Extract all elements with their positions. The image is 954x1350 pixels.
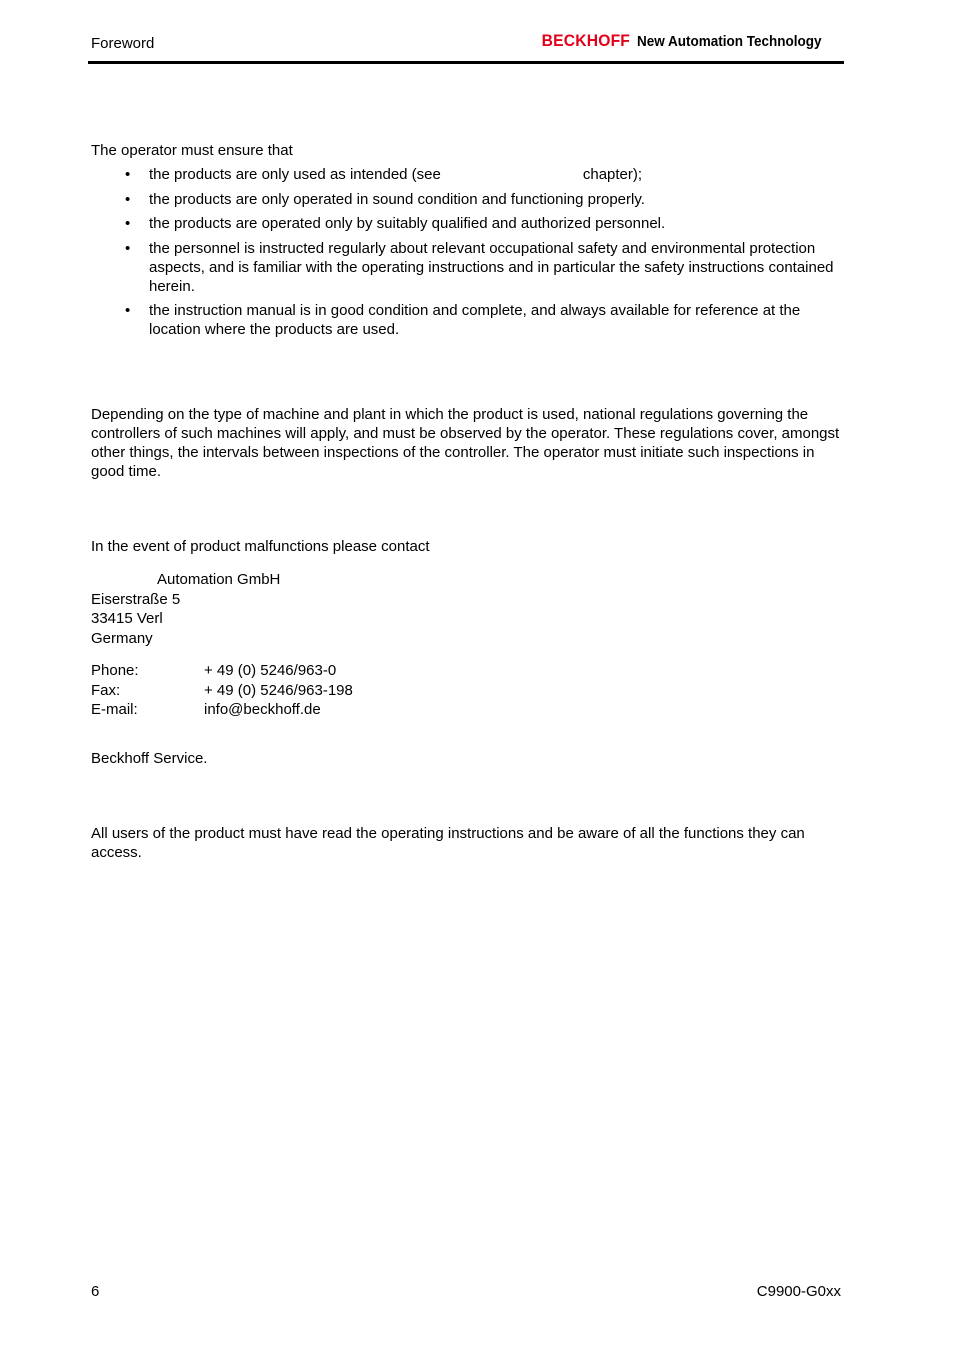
email-label: E-mail:	[91, 701, 138, 718]
list-item	[91, 190, 843, 209]
list-item	[91, 214, 843, 233]
phone-value: + 49 (0) 5246/963-0	[204, 662, 337, 679]
contact-block	[91, 661, 353, 720]
address-block	[91, 570, 280, 648]
list-item-text: the personnel is instructed regularly about relevant occupational safety and environmental protection aspects, and is familiar with the operating instructions and in particular the safety instructions contained herein.	[149, 239, 834, 295]
beckhoff-logo	[534, 31, 842, 51]
contact-row-phone	[91, 661, 353, 681]
bullet-icon: •	[125, 190, 131, 208]
list-item-text: chapter);	[582, 166, 643, 183]
address-city: 33415 Verl	[91, 610, 163, 627]
fax-value: + 49 (0) 5246/963-198	[204, 681, 353, 699]
phone-label: Phone:	[91, 662, 139, 679]
list-item-text: the instruction manual is in good condition and complete, and always available for reference at the location where the products are used.	[149, 302, 801, 338]
service-text: Beckhoff Service.	[91, 750, 208, 767]
document-id: C9900-G0xx	[756, 1283, 841, 1300]
bullet-icon: •	[125, 166, 131, 183]
list-item-text: the products are only used as intended (see	[149, 166, 441, 183]
users-paragraph: All users of the product must have read the operating instructions and be aware of all the functions they can access.	[91, 825, 805, 861]
bullet-icon: •	[125, 302, 131, 319]
list-item	[91, 165, 843, 184]
page-number: 6	[91, 1283, 100, 1300]
list-item-text: the products are operated only by suitably qualified and authorized personnel.	[149, 215, 666, 232]
regulations-paragraph: Depending on the type of machine and plant in which the product is used, national regulations governing the controllers of such machines will apply, and must be observed by the operator. These regulations cover, amongst other things, the intervals between inspections of the controller. The operator must initiate such inspections in good time.	[91, 406, 840, 480]
operator-list	[91, 165, 843, 345]
bullet-icon: •	[125, 215, 131, 232]
list-item	[91, 301, 843, 339]
fax-label: Fax:	[91, 681, 121, 699]
contact-row-email	[91, 700, 353, 720]
email-value: info@beckhoff.de	[204, 701, 321, 718]
list-item-text: the products are only operated in sound condition and functioning properly.	[149, 190, 645, 208]
operator-intro: The operator must ensure that	[91, 142, 293, 159]
address-street: Eiserstraße 5	[91, 590, 181, 608]
header-section-title: Foreword	[91, 35, 155, 52]
header-rule	[88, 61, 844, 64]
address-company: Automation GmbH	[157, 571, 281, 588]
malfunction-intro: In the event of product malfunctions please contact	[91, 538, 430, 555]
list-item	[91, 239, 843, 296]
logo-brand: BECKHOFF	[541, 31, 630, 50]
logo-tagline: New Automation Technology	[637, 33, 822, 50]
address-country: Germany	[91, 629, 153, 647]
bullet-icon: •	[125, 239, 131, 257]
contact-row-fax	[91, 681, 353, 701]
